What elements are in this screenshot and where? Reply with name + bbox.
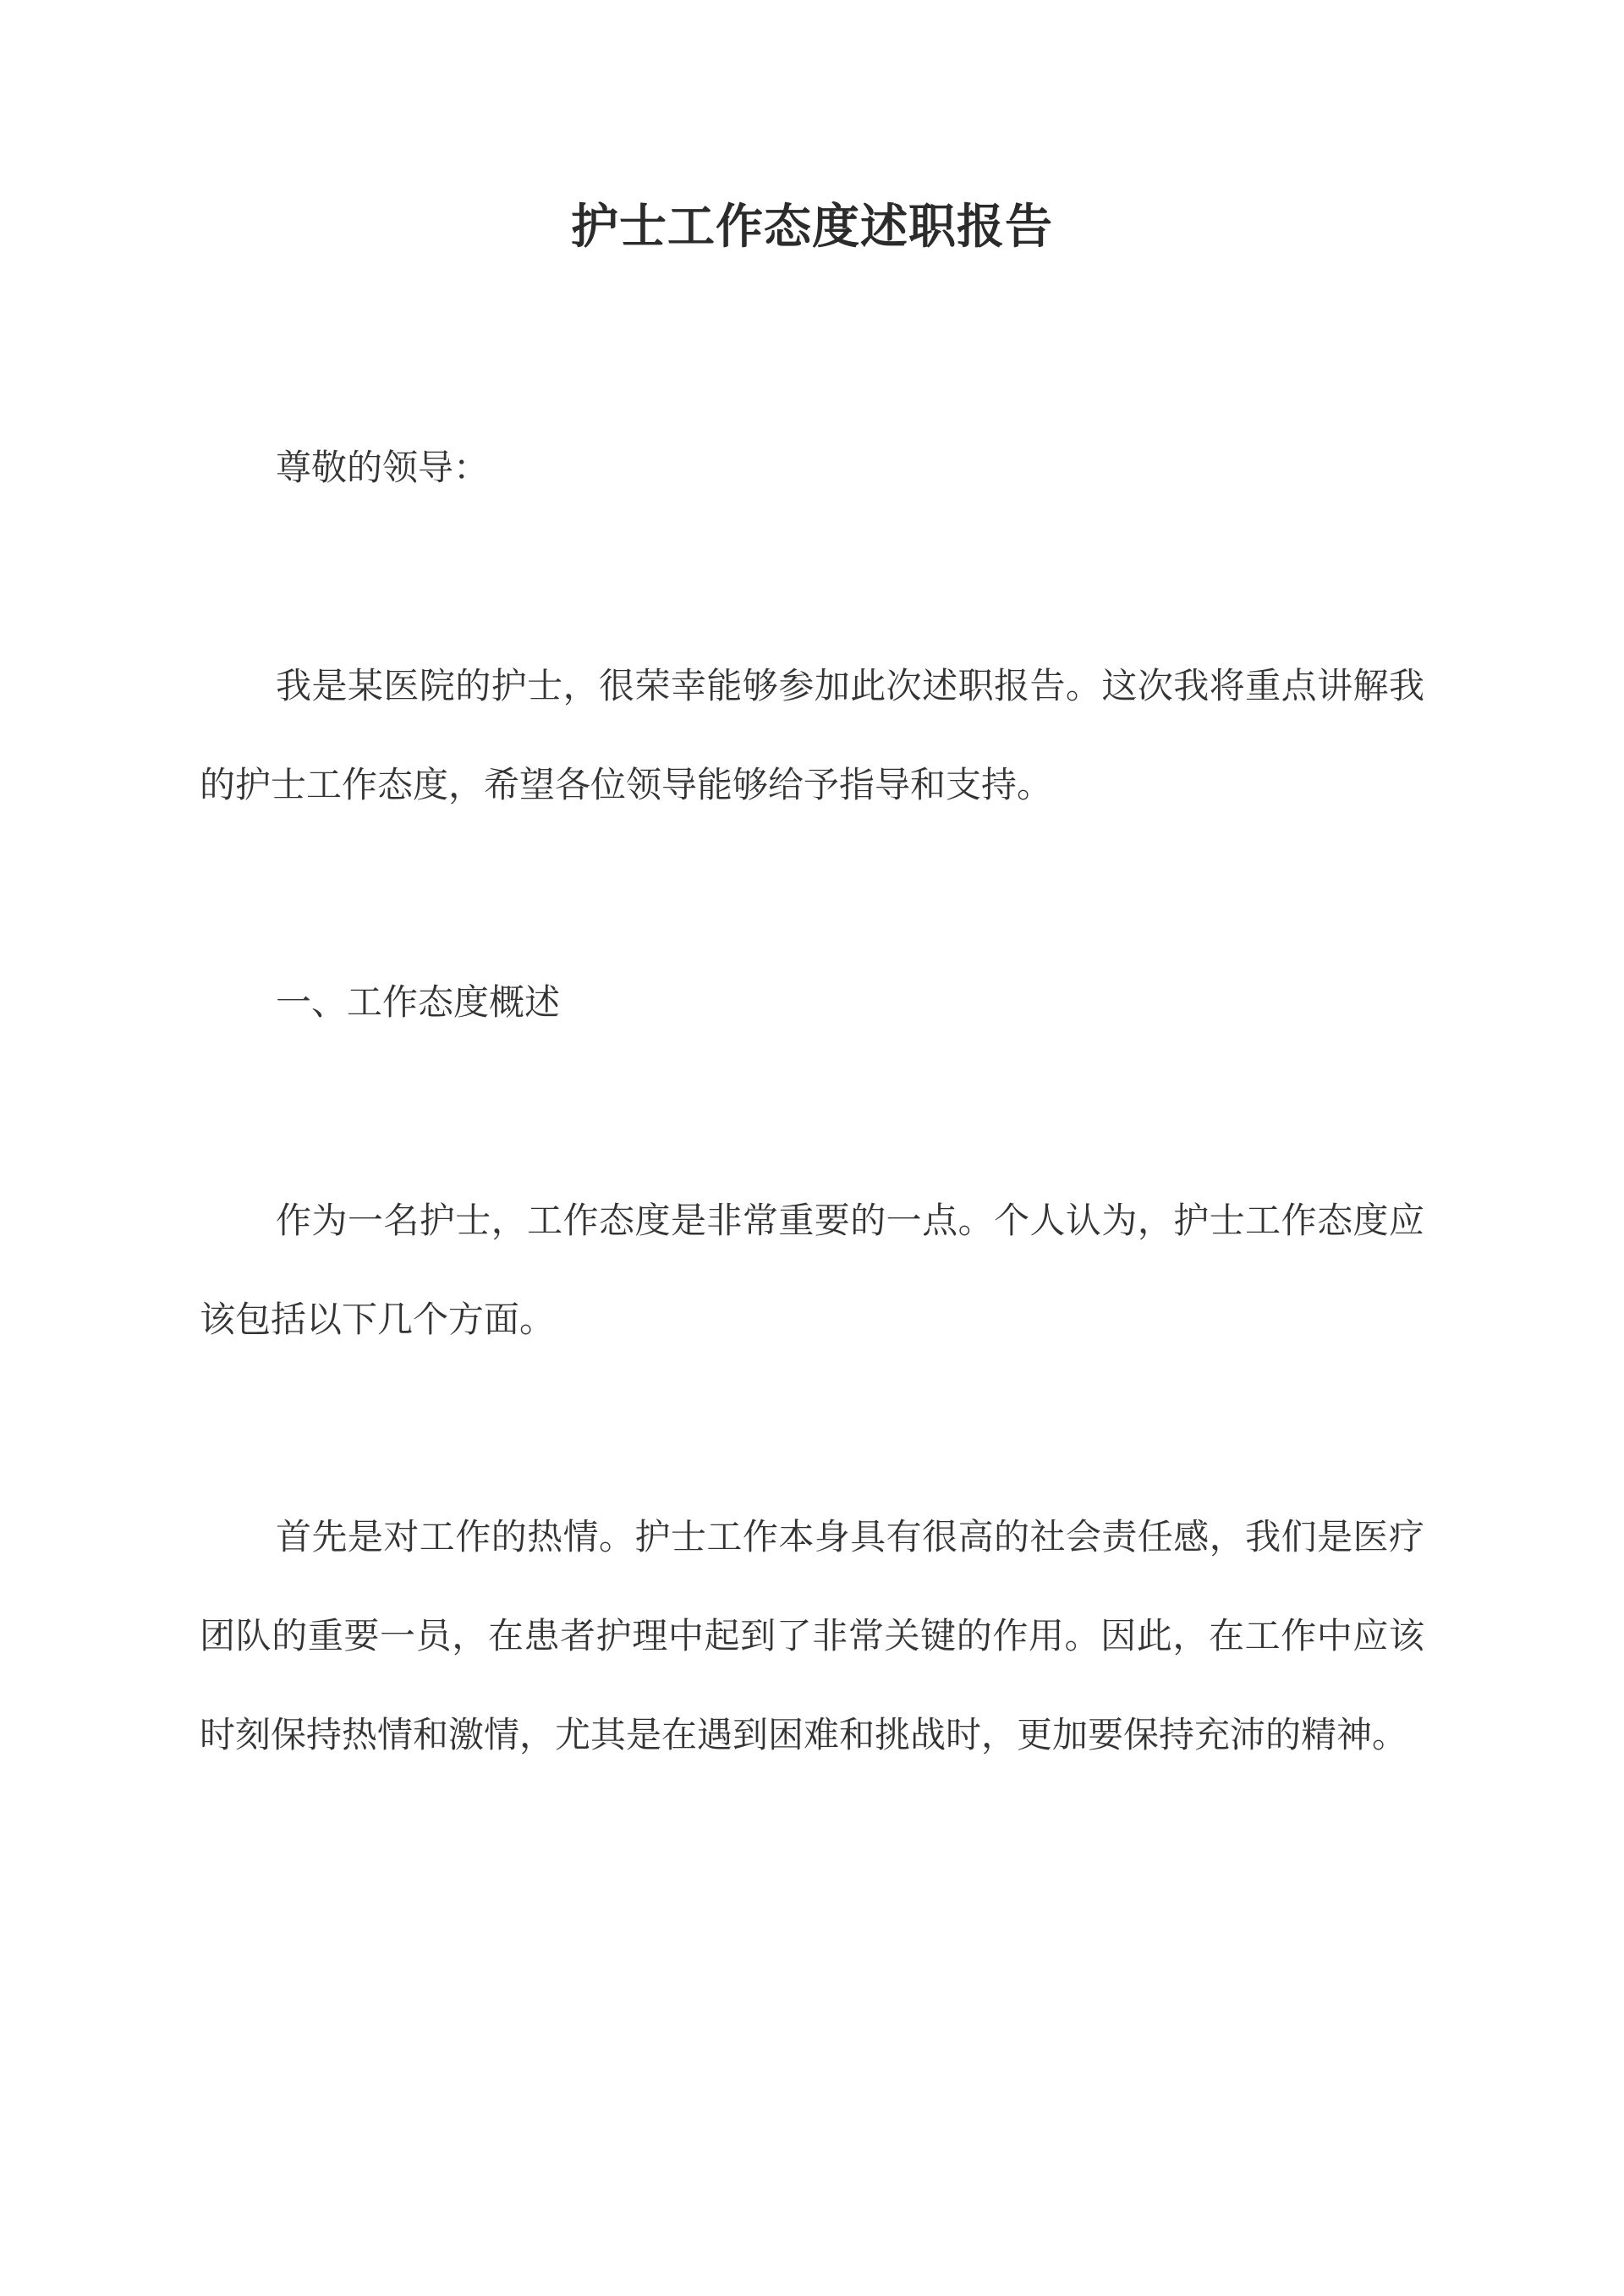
intro-paragraph: 我是某医院的护士，很荣幸能够参加此次述职报告。这次我将重点讲解我的护士工作态度，希望各位领导能够给予指导和支持。 — [200, 665, 1424, 805]
section-paragraph-2: 首先是对工作的热情。护士工作本身具有很高的社会责任感，我们是医疗团队的重要一员，在患者护理中起到了非常关键的作用。因此，在工作中应该时刻保持热情和激情，尤其是在遇到困难和挑战时，更加要保持充沛的精神。 — [200, 1516, 1424, 1755]
section-paragraph-1: 作为一名护士，工作态度是非常重要的一点。个人认为，护士工作态度应该包括以下几个方面。 — [200, 1200, 1424, 1340]
salutation: 尊敬的领导： — [276, 447, 490, 488]
section-heading: 一、工作态度概述 — [276, 981, 561, 1023]
document-title: 护士工作态度述职报告 — [571, 199, 1053, 255]
